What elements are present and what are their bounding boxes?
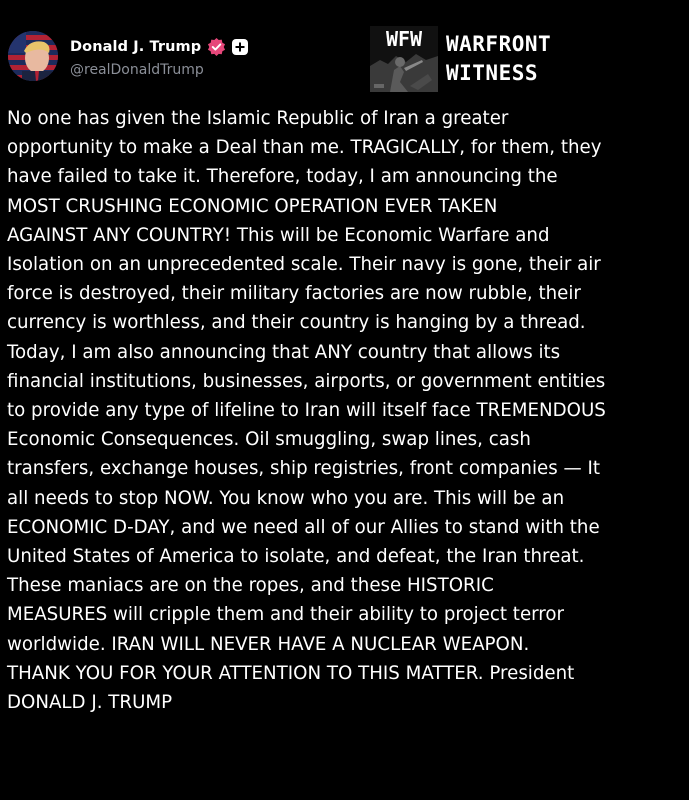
post-line: MEASURES will cripple them and their ability to project terror bbox=[7, 604, 565, 626]
avatar-image bbox=[8, 31, 58, 81]
post-line: have failed to take it. Therefore, today, I am announcing the bbox=[7, 166, 558, 188]
watermark-text bbox=[446, 30, 551, 88]
name-row bbox=[70, 35, 248, 59]
post-line: These maniacs are on the ropes, and these HISTORIC bbox=[7, 575, 494, 597]
post-line: all needs to stop NOW. You know who you are. This will be an bbox=[7, 487, 565, 509]
avatar[interactable] bbox=[8, 31, 58, 81]
post-line: Economic Consequences. Oil smuggling, swap lines, cash bbox=[7, 429, 531, 451]
post-line: DONALD J. TRUMP bbox=[7, 692, 173, 714]
watermark bbox=[370, 26, 570, 92]
author-names bbox=[70, 35, 248, 78]
watermark-line-2: WITNESS bbox=[446, 61, 539, 85]
watermark-logo-icon bbox=[370, 26, 438, 92]
post-line: financial institutions, businesses, airports, or government entities bbox=[7, 370, 606, 392]
post-line: currency is worthless, and their country is hanging by a thread. bbox=[7, 312, 586, 334]
post-line: No one has given the Islamic Republic of Iran a greater bbox=[7, 108, 509, 129]
post-line: Today, I am also announcing that ANY country that allows its bbox=[7, 341, 561, 363]
post-header bbox=[8, 28, 248, 84]
post-line: force is destroyed, their military factories are now rubble, their bbox=[7, 283, 581, 305]
post-line: AGAINST ANY COUNTRY! This will be Economic Warfare and bbox=[7, 224, 550, 246]
watermark-logo-letters: WFW bbox=[385, 27, 423, 51]
verified-badge-icon bbox=[207, 37, 226, 56]
post-line: MOST CRUSHING ECONOMIC OPERATION EVER TAKEN bbox=[7, 195, 498, 217]
post-line: United States of America to isolate, and defeat, the Iran threat. bbox=[7, 546, 585, 568]
author-display-name[interactable]: Donald J. Trump bbox=[70, 38, 202, 55]
post-line: ECONOMIC D-DAY, and we need all of our Allies to stand with the bbox=[7, 516, 600, 538]
post-body bbox=[7, 104, 689, 717]
author-handle[interactable]: @realDonaldTrump bbox=[70, 61, 204, 78]
plus-icon[interactable] bbox=[232, 39, 248, 55]
post-line: worldwide. IRAN WILL NEVER HAVE A NUCLEAR WEAPON. bbox=[7, 633, 530, 655]
post-line: Isolation on an unprecedented scale. Their navy is gone, their air bbox=[7, 254, 601, 276]
post-line: opportunity to make a Deal than me. TRAGICALLY, for them, they bbox=[7, 137, 602, 159]
post-line: THANK YOU FOR YOUR ATTENTION TO THIS MATTER. President bbox=[7, 662, 575, 684]
watermark-line-1: WARFRONT bbox=[446, 32, 552, 56]
post-line: to provide any type of lifeline to Iran will itself face TREMENDOUS bbox=[7, 400, 606, 422]
post-line: transfers, exchange houses, ship registries, front companies — It bbox=[7, 458, 600, 480]
